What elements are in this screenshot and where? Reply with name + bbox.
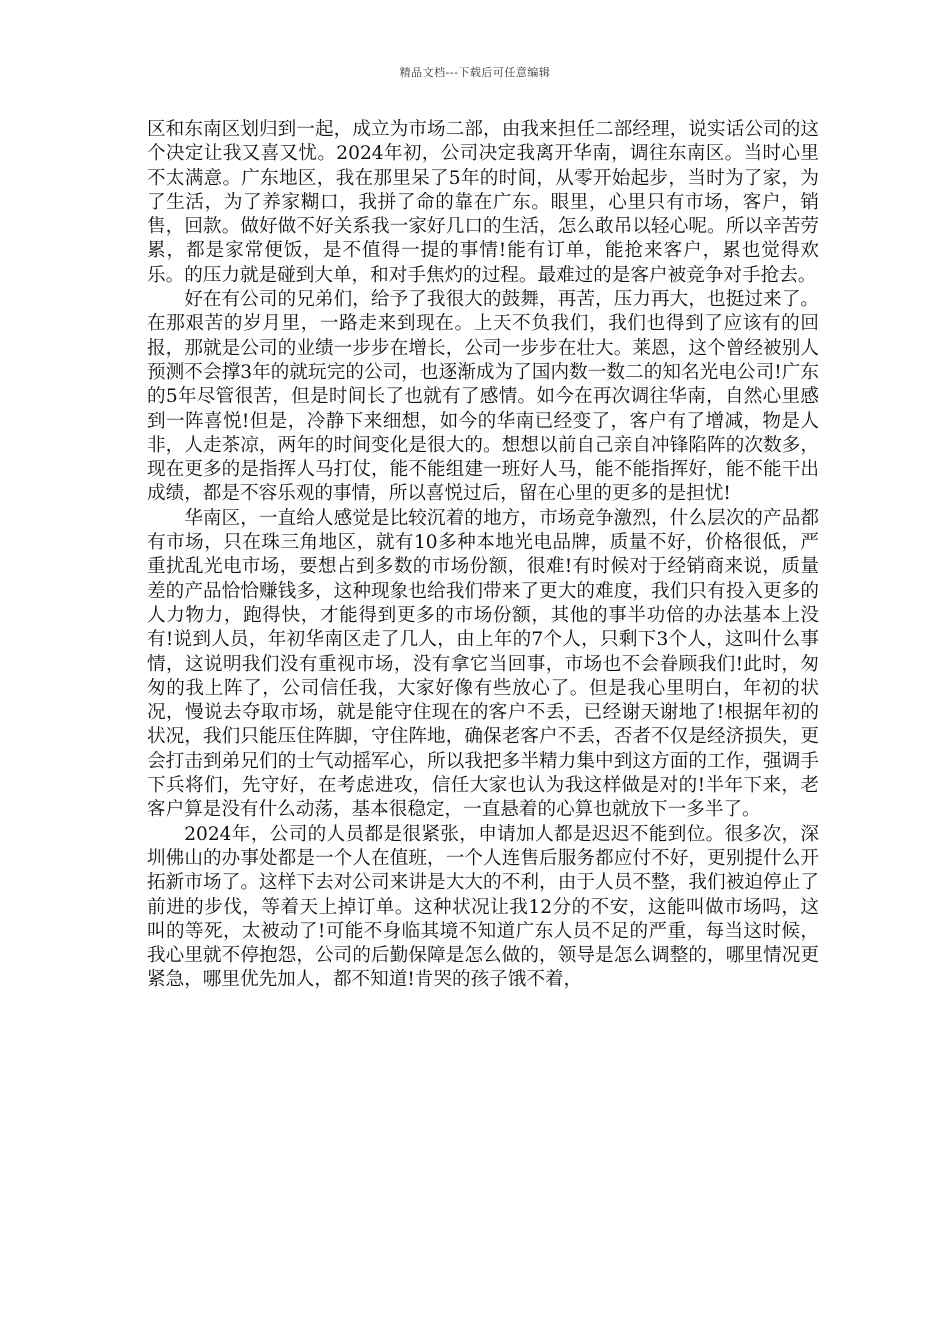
document-body <box>147 118 819 993</box>
paragraph-4: 2024年，公司的人员都是很紧张，申请加人都是迟迟不能到位。很多次，深圳佛山的办事处都是一个人在值班，一个人连售后服务都应付不好，更别提什么开拓新市场了。这样下去对公司来讲是大大的不利，由于人员不整，我们被迫停止了前进的步伐，等着天上掉订单。这种状况让我12分的不安，这能叫做市场吗，这叫的等死，太被动了!可能不身临其境不知道广东人员不足的严重，每当这时候，我心里就不停抱怨，公司的后勤保障是怎么做的，领导是怎么调整的，哪里情况更紧急，哪里优先加人，都不知道!肯哭的孩子饿不着， <box>147 823 819 991</box>
paragraph-3: 华南区，一直给人感觉是比较沉着的地方，市场竞争激烈，什么层次的产品都有市场，只在珠三角地区，就有10多种本地光电品牌，质量不好，价格很低，严重扰乱光电市场，要想占到多数的市场份额，很难!有时候对于经销商来说，质量差的产品恰恰赚钱多，这种现象也给我们带来了更大的难度，我们只有投入更多的人力物力，跑得快，才能得到更多的市场份额，其他的事半功倍的办法基本上没有!说到人员，年初华南区走了几人，由上年的7个人，只剩下3个人，这叫什么事情，这说明我们没有重视市场，没有拿它当回事，市场也不会眷顾我们!此时，匆匆的我上阵了，公司信任我，大家好像有些放心了。但是我心里明白，年初的状况，慢说去夺取市场，就是能守住现在的客户不丢，已经谢天谢地了!根据年初的状况，我们只能压住阵脚，守住阵地，确保老客户不丢，否者不仅是经济损失，更会打击到弟兄们的士气动摇军心，所以我把多半精力集中到这方面的工作，强调手下兵将们，先守好，在考虑进攻，信任大家也认为我这样做是对的!半年下来，老客户算是没有什么动荡，基本很稳定，一直悬着的心算也就放下一多半了。 <box>147 507 819 821</box>
paragraph-2: 好在有公司的兄弟们，给予了我很大的鼓舞，再苦，压力再大，也挺过来了。在那艰苦的岁月里，一路走来到现在。上天不负我们，我们也得到了应该有的回报，那就是公司的业绩一步步在增长，公司一步步在壮大。莱恩，这个曾经被别人预测不会撑3年的就玩完的公司，也逐渐成为了国内数一数二的知名光电公司!广东的5年尽管很苦，但是时间长了也就有了感情。如今在再次调往华南，自然心里感到一阵喜悦!但是，冷静下来细想，如今的华南已经变了，客户有了增减，物是人非，人走茶凉，两年的时间变化是很大的。想想以前自己亲自冲锋陷阵的次数多，现在更多的是指挥人马打仗，能不能组建一班好人马，能不能指挥好，能不能干出成绩，都是不容乐观的事情，所以喜悦过后，留在心里的更多的是担忧! <box>147 289 819 505</box>
paragraph-1: 区和东南区划归到一起，成立为市场二部，由我来担任二部经理，说实话公司的这个决定让我又喜又忧。2024年初，公司决定我离开华南，调往东南区。当时心里不太满意。广东地区，我在那里呆了5年的时间，从零开始起步，当时为了家，为了生活，为了养家糊口，我拼了命的靠在广东。眼里，心里只有市场，客户，销售，回款。做好做不好关系我一家好几口的生活，怎么敢吊以轻心呢。所以辛苦劳累，都是家常便饭，是不值得一提的事情!能有订单，能抢来客户，累也觉得欢乐。的压力就是碰到大单，和对手焦灼的过程。最难过的是客户被竞争对手抢去。 <box>147 119 819 286</box>
page-header: 精品文档---下载后可任意编辑 <box>399 66 551 79</box>
